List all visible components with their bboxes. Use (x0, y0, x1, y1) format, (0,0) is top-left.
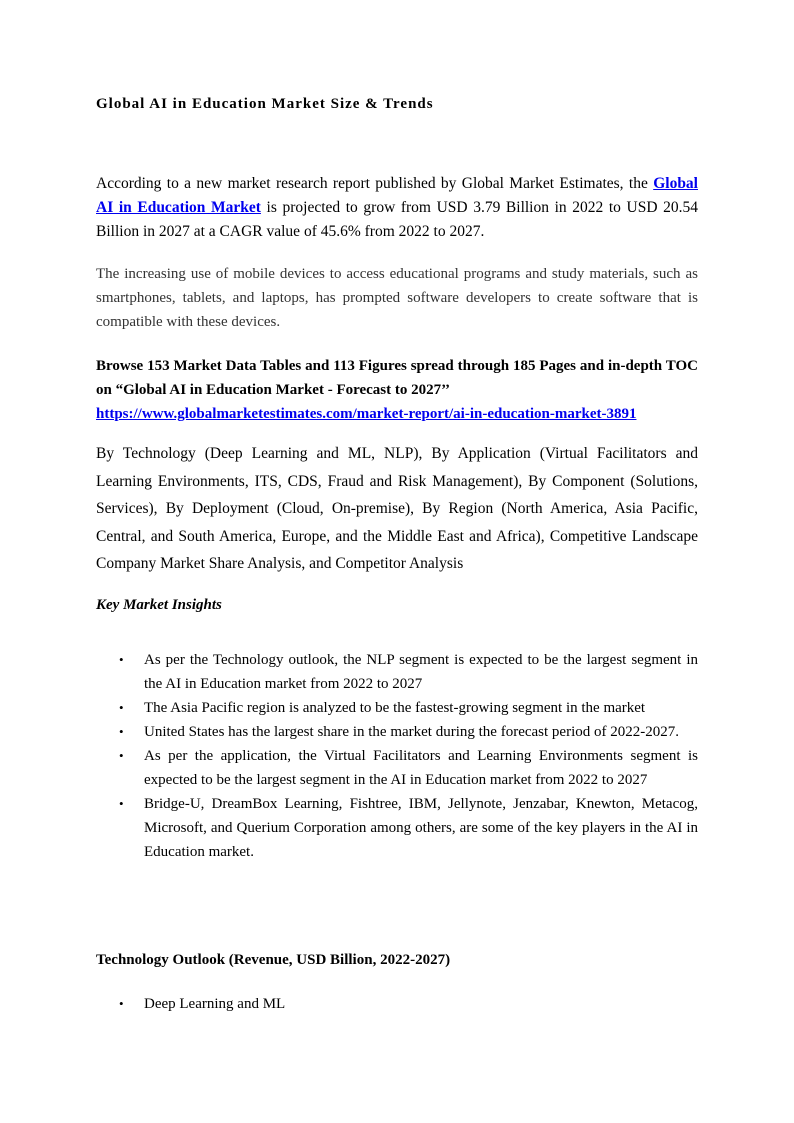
browse-paragraph (96, 354, 698, 426)
bullet-icon: • (119, 796, 124, 811)
list-item (96, 648, 698, 696)
key-insights-heading: Key Market Insights (96, 597, 222, 613)
bullet-icon: • (119, 748, 124, 763)
list-item-text: The Asia Pacific region is analyzed to be the fastest-growing segment in the market (144, 700, 646, 716)
list-item (96, 992, 698, 1016)
list-item-text: Bridge-U, DreamBox Learning, Fishtree, IBM, Jellynote, Jenzabar, Knewton, Metacog, Microsoft, and Querium Corporation among others, are some of the key players in the AI in Education market. (144, 796, 698, 860)
list-item-text: Deep Learning and ML (144, 996, 286, 1012)
segments-paragraph: By Technology (Deep Learning and ML, NLP), By Application (Virtual Facilitators and Learning Environments, ITS, CDS, Fraud and Risk Management), By Component (Solutions, Services), By Deployment (Cloud, On-premise), By Region (North America, Asia Pacific, Central, and South America, Europe, and the Middle East and Africa), Competitive Landscape Company Market Share Analysis, and Competitor Analysis (96, 445, 698, 572)
intro-text-before: According to a new market research report published by Global Market Estimates, the (96, 175, 654, 192)
intro-paragraph (96, 172, 698, 244)
key-insights-list (96, 648, 698, 864)
bullet-icon: • (119, 700, 124, 715)
technology-outlook-list (96, 992, 698, 1016)
list-item-text: United States has the largest share in the market during the forecast period of 2022-2027. (144, 724, 679, 740)
report-url-link[interactable]: https://www.globalmarketestimates.com/market-report/ai-in-education-market-3891 (96, 406, 637, 422)
bullet-icon: • (119, 724, 124, 739)
browse-text: Browse 153 Market Data Tables and 113 Figures spread through 185 Pages and in-depth TOC on “Global AI in Education Market - Forecast to 2027’’ (96, 358, 698, 398)
list-item-text: As per the Technology outlook, the NLP segment is expected to be the largest segment in the AI in Education market from 2022 to 2027 (144, 652, 698, 692)
list-item (96, 744, 698, 792)
list-item (96, 720, 698, 744)
intro-text-after: is projected to grow from USD 3.79 Billion in 2022 to USD 20.54 Billion in 2027 at a CAGR value of 45.6% from 2022 to 2027. (96, 199, 698, 240)
list-item (96, 696, 698, 720)
bullet-icon: • (119, 996, 124, 1011)
bullet-icon: • (119, 652, 124, 667)
market-link[interactable]: Global AI in Education Market (96, 175, 698, 216)
list-item-text: As per the application, the Virtual Facilitators and Learning Environments segment is expected to be the largest segment in the AI in Education market from 2022 to 2027 (144, 748, 698, 788)
mobile-devices-paragraph: The increasing use of mobile devices to access educational programs and study materials, such as smartphones, tablets, and laptops, has prompted software developers to create software that is compatible with these devices. (96, 266, 698, 330)
page-title: Global AI in Education Market Size & Trends (96, 96, 434, 112)
technology-outlook-heading: Technology Outlook (Revenue, USD Billion, 2022-2027) (96, 952, 451, 968)
list-item (96, 792, 698, 864)
